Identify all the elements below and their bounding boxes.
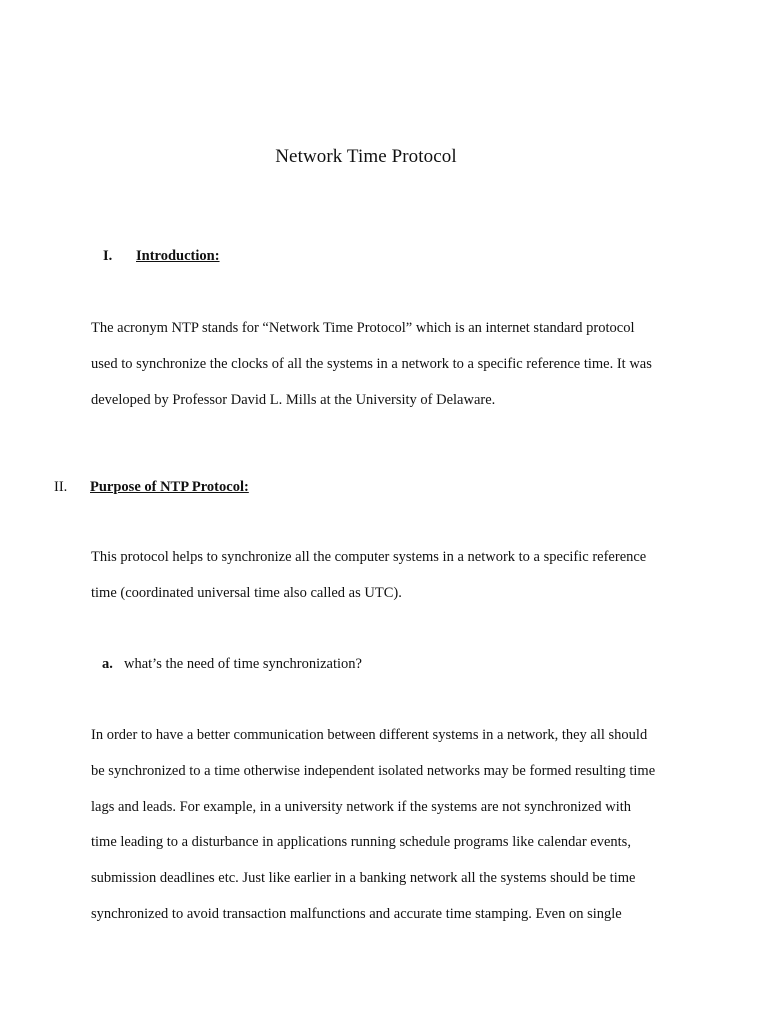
subsection-heading: [102, 656, 362, 673]
paragraph-line: used to synchronize the clocks of all the systems in a network to a specific reference time. It was: [91, 355, 652, 372]
paragraph-line: time (coordinated universal time also called as UTC).: [91, 584, 402, 601]
subsection-text: what’s the need of time synchronization?: [124, 656, 362, 672]
section-number: II.: [54, 479, 68, 495]
time-sync-paragraph: [91, 718, 691, 933]
purpose-paragraph: [91, 540, 691, 612]
paragraph-line: lags and leads. For example, in a university network if the systems are not synchronized with: [91, 798, 631, 815]
subsection-letter: a.: [102, 656, 113, 672]
paragraph-line: time leading to a disturbance in applications running schedule programs like calendar events,: [91, 834, 631, 851]
paragraph-line: submission deadlines etc. Just like earlier in a banking network all the systems should be time: [91, 870, 636, 887]
paragraph-line: In order to have a better communication between different systems in a network, they all should: [91, 727, 648, 743]
document-title: Network Time Protocol: [275, 146, 457, 167]
paragraph-line: synchronized to avoid transaction malfunctions and accurate time stamping. Even on single: [91, 905, 622, 922]
paragraph-line: be synchronized to a time otherwise independent isolated networks may be formed resulting time: [91, 762, 656, 779]
section-heading-text: Purpose of NTP Protocol:: [90, 479, 249, 495]
introduction-paragraph: [91, 311, 691, 418]
section-number: I.: [103, 248, 113, 264]
paragraph-line: This protocol helps to synchronize all the computer systems in a network to a specific reference: [91, 549, 647, 565]
section-heading-text: Introduction:: [136, 248, 220, 264]
paragraph-line: The acronym NTP stands for “Network Time Protocol” which is an internet standard protocol: [91, 320, 635, 336]
paragraph-line: developed by Professor David L. Mills at the University of Delaware.: [91, 391, 496, 408]
